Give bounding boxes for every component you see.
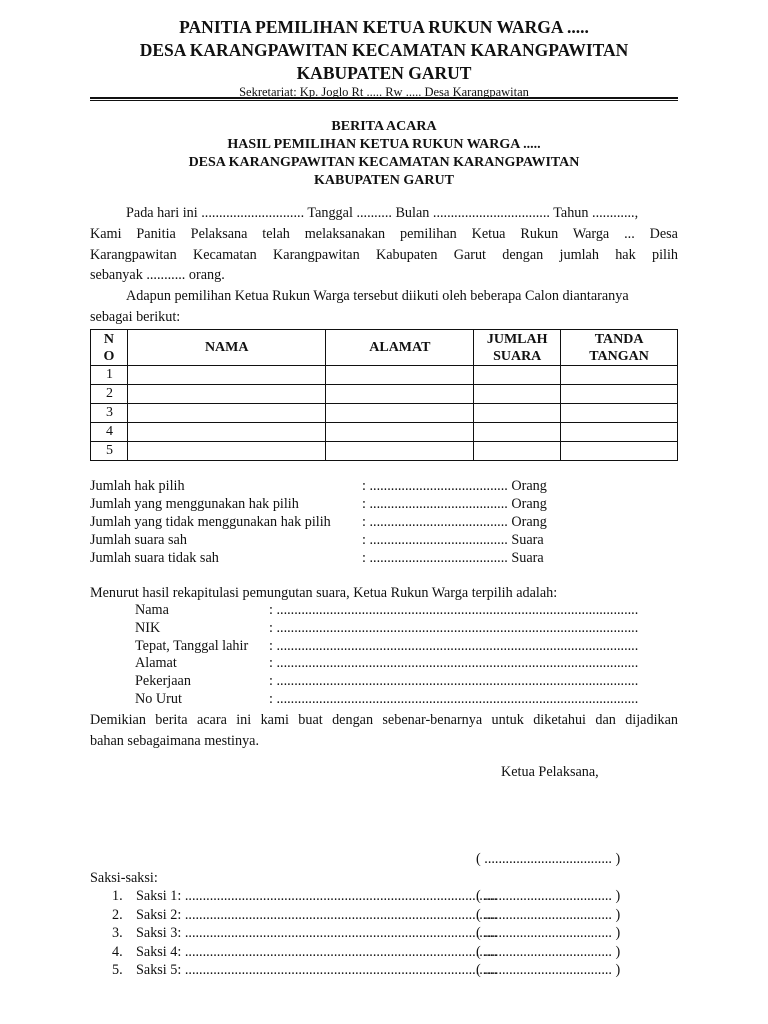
opening-text-1: Pada hari ini ............................. Tanggal .......... Bulan ................................. Tahun ............,: [126, 205, 639, 221]
header-tanda-line-1: TANDA: [594, 331, 644, 347]
cell-tanda-tangan[interactable]: [561, 404, 678, 423]
witness-name-field[interactable]: Saksi 2: ........................................................................................: [136, 906, 497, 923]
cell-nama[interactable]: [127, 442, 326, 461]
stat-value-text: : ....................................... Suara: [362, 532, 544, 548]
row-number: 4: [91, 423, 128, 442]
stat-label: Jumlah suara tidak sah: [90, 550, 219, 566]
header-nama: NAMA: [127, 330, 326, 366]
closing-paragraph: [90, 710, 678, 752]
witness-number: 2.: [112, 906, 123, 923]
opening-line-5: [90, 286, 678, 307]
row-number: 1: [91, 366, 128, 385]
field-label: Nama: [135, 602, 169, 618]
table-row: [91, 404, 678, 423]
stat-value[interactable]: [362, 531, 544, 549]
header-alamat: ALAMAT: [326, 330, 474, 366]
stat-value[interactable]: [362, 477, 547, 495]
opening-paragraph: [90, 203, 678, 328]
cell-jumlah-suara[interactable]: [474, 423, 561, 442]
header-no-line-1: N: [103, 331, 115, 347]
field-value[interactable]: : ......................................................................................................: [269, 619, 639, 636]
field-value[interactable]: : ......................................................................................................: [269, 602, 639, 618]
row-number: 3: [91, 404, 128, 423]
field-value[interactable]: : ......................................................................................................: [269, 637, 639, 654]
header-no: [91, 330, 128, 366]
stat-value-text: : ....................................... Orang: [362, 496, 547, 512]
field-label: Pekerjaan: [135, 673, 191, 690]
document-title: [0, 118, 768, 190]
header-jumlah-line-2: SUARA: [493, 348, 542, 364]
cell-tanda-tangan[interactable]: [561, 366, 678, 385]
header-jumlah-line-1: JUMLAH: [486, 331, 548, 347]
stat-label: Jumlah yang menggunakan hak pilih: [90, 496, 299, 512]
stat-label: Jumlah suara sah: [90, 532, 187, 548]
witness-number: 4.: [112, 943, 123, 960]
result-intro: Menurut hasil rekapitulasi pemungutan suara, Ketua Rukun Warga terpilih adalah:: [90, 585, 558, 601]
cell-jumlah-suara[interactable]: [474, 366, 561, 385]
header-no-line-2: O: [103, 348, 115, 364]
witnesses-heading: Saksi-saksi:: [90, 870, 158, 886]
table-row: [91, 442, 678, 461]
title-line-1: BERITA ACARA: [331, 119, 437, 134]
stat-value-text: : ....................................... Suara: [362, 550, 544, 566]
field-label: Alamat: [135, 655, 177, 672]
cell-nama[interactable]: [127, 423, 326, 442]
stat-label: Jumlah hak pilih: [90, 478, 185, 494]
opening-line-1: [90, 203, 678, 224]
field-value[interactable]: : ......................................................................................................: [269, 690, 639, 707]
stat-label: Jumlah yang tidak menggunakan hak pilih: [90, 514, 331, 530]
table-row: [91, 423, 678, 442]
letterhead-divider: [90, 97, 678, 101]
cell-nama[interactable]: [127, 385, 326, 404]
cell-jumlah-suara[interactable]: [474, 385, 561, 404]
cell-nama[interactable]: [127, 366, 326, 385]
letterhead: [0, 16, 768, 100]
row-number: 2: [91, 385, 128, 404]
cell-jumlah-suara[interactable]: [474, 442, 561, 461]
title-line-4: KABUPATEN GARUT: [314, 173, 454, 188]
header-tanda-tangan: [561, 330, 678, 366]
cell-tanda-tangan[interactable]: [561, 385, 678, 404]
cell-alamat[interactable]: [326, 423, 474, 442]
row-number: 5: [91, 442, 128, 461]
cell-alamat[interactable]: [326, 385, 474, 404]
witness-signature-field[interactable]: ( .................................... ): [476, 888, 621, 904]
witness-name-field[interactable]: Saksi 4: ........................................................................................: [136, 943, 497, 960]
table-header-row: [91, 330, 678, 366]
candidate-table: [90, 329, 678, 461]
cell-nama[interactable]: [127, 404, 326, 423]
opening-line-2: Kami Panitia Pelaksana telah melaksanakan pemilihan Ketua Rukun Warga ... Desa: [90, 225, 678, 242]
field-label: NIK: [135, 619, 161, 636]
field-label: No Urut: [135, 690, 182, 707]
header-jumlah-suara: [474, 330, 561, 366]
witness-name-field[interactable]: Saksi 5: ........................................................................................: [136, 962, 497, 979]
cell-alamat[interactable]: [326, 404, 474, 423]
letterhead-line-3: KABUPATEN GARUT: [296, 63, 472, 83]
title-line-2: HASIL PEMILIHAN KETUA RUKUN WARGA .....: [227, 137, 541, 152]
opening-text-5: Adapun pemilihan Ketua Rukun Warga tersebut diikuti oleh beberapa Calon diantaranya: [126, 288, 629, 305]
field-label: Tepat, Tanggal lahir: [135, 637, 249, 654]
witness-number: 1.: [112, 888, 123, 904]
witness-signature-field[interactable]: ( .................................... ): [476, 943, 621, 960]
witness-name-field[interactable]: Saksi 3: ........................................................................................: [136, 925, 497, 942]
cell-alamat[interactable]: [326, 366, 474, 385]
field-value[interactable]: : ......................................................................................................: [269, 655, 639, 672]
header-tanda-line-2: TANGAN: [589, 348, 649, 364]
cell-tanda-tangan[interactable]: [561, 442, 678, 461]
witness-signature-field[interactable]: ( .................................... ): [476, 962, 621, 979]
witness-name-field[interactable]: Saksi 1: ........................................................................................: [136, 888, 497, 904]
witness-number: 5.: [112, 962, 123, 979]
table-row: [91, 366, 678, 385]
closing-line-1: Demikian berita acara ini kami buat dengan sebenar-benarnya untuk diketahui dan dijadikan: [90, 712, 678, 728]
witness-signature-field[interactable]: ( .................................... ): [476, 925, 621, 942]
stat-value-text: : ....................................... Orang: [362, 478, 547, 494]
opening-line-3: Karangpawitan Kecamatan Karangpawitan Kabupaten Garut dengan jumlah hak pilih: [90, 246, 678, 263]
witness-signature-field[interactable]: ( .................................... ): [476, 906, 621, 923]
cell-tanda-tangan[interactable]: [561, 423, 678, 442]
title-line-3: DESA KARANGPAWITAN KECAMATAN KARANGPAWITAN: [188, 155, 580, 170]
secretariat-address: Sekretariat: Kp. Joglo Rt ..... Rw ..... Desa Karangpawitan: [239, 85, 529, 99]
table-row: [91, 385, 678, 404]
closing-line-2: bahan sebagaimana mestinya.: [90, 732, 260, 749]
letterhead-line-2: DESA KARANGPAWITAN KECAMATAN KARANGPAWITAN: [139, 40, 629, 60]
chairman-signature-title: Ketua Pelaksana,: [501, 764, 599, 780]
chairman-signature-blank[interactable]: ( .................................... ): [476, 851, 621, 867]
opening-line-4: sebanyak ........... orang.: [90, 267, 225, 284]
letterhead-line-1: PANITIA PEMILIHAN KETUA RUKUN WARGA .....: [179, 17, 589, 37]
opening-line-6: sebagai berikut:: [90, 308, 181, 325]
witness-number: 3.: [112, 925, 123, 942]
stat-value[interactable]: [362, 513, 547, 531]
cell-alamat[interactable]: [326, 442, 474, 461]
stat-value-text: : ....................................... Orang: [362, 514, 547, 530]
field-value[interactable]: : ......................................................................................................: [269, 673, 639, 690]
stat-value[interactable]: [362, 549, 544, 567]
stat-value[interactable]: [362, 495, 547, 513]
cell-jumlah-suara[interactable]: [474, 404, 561, 423]
